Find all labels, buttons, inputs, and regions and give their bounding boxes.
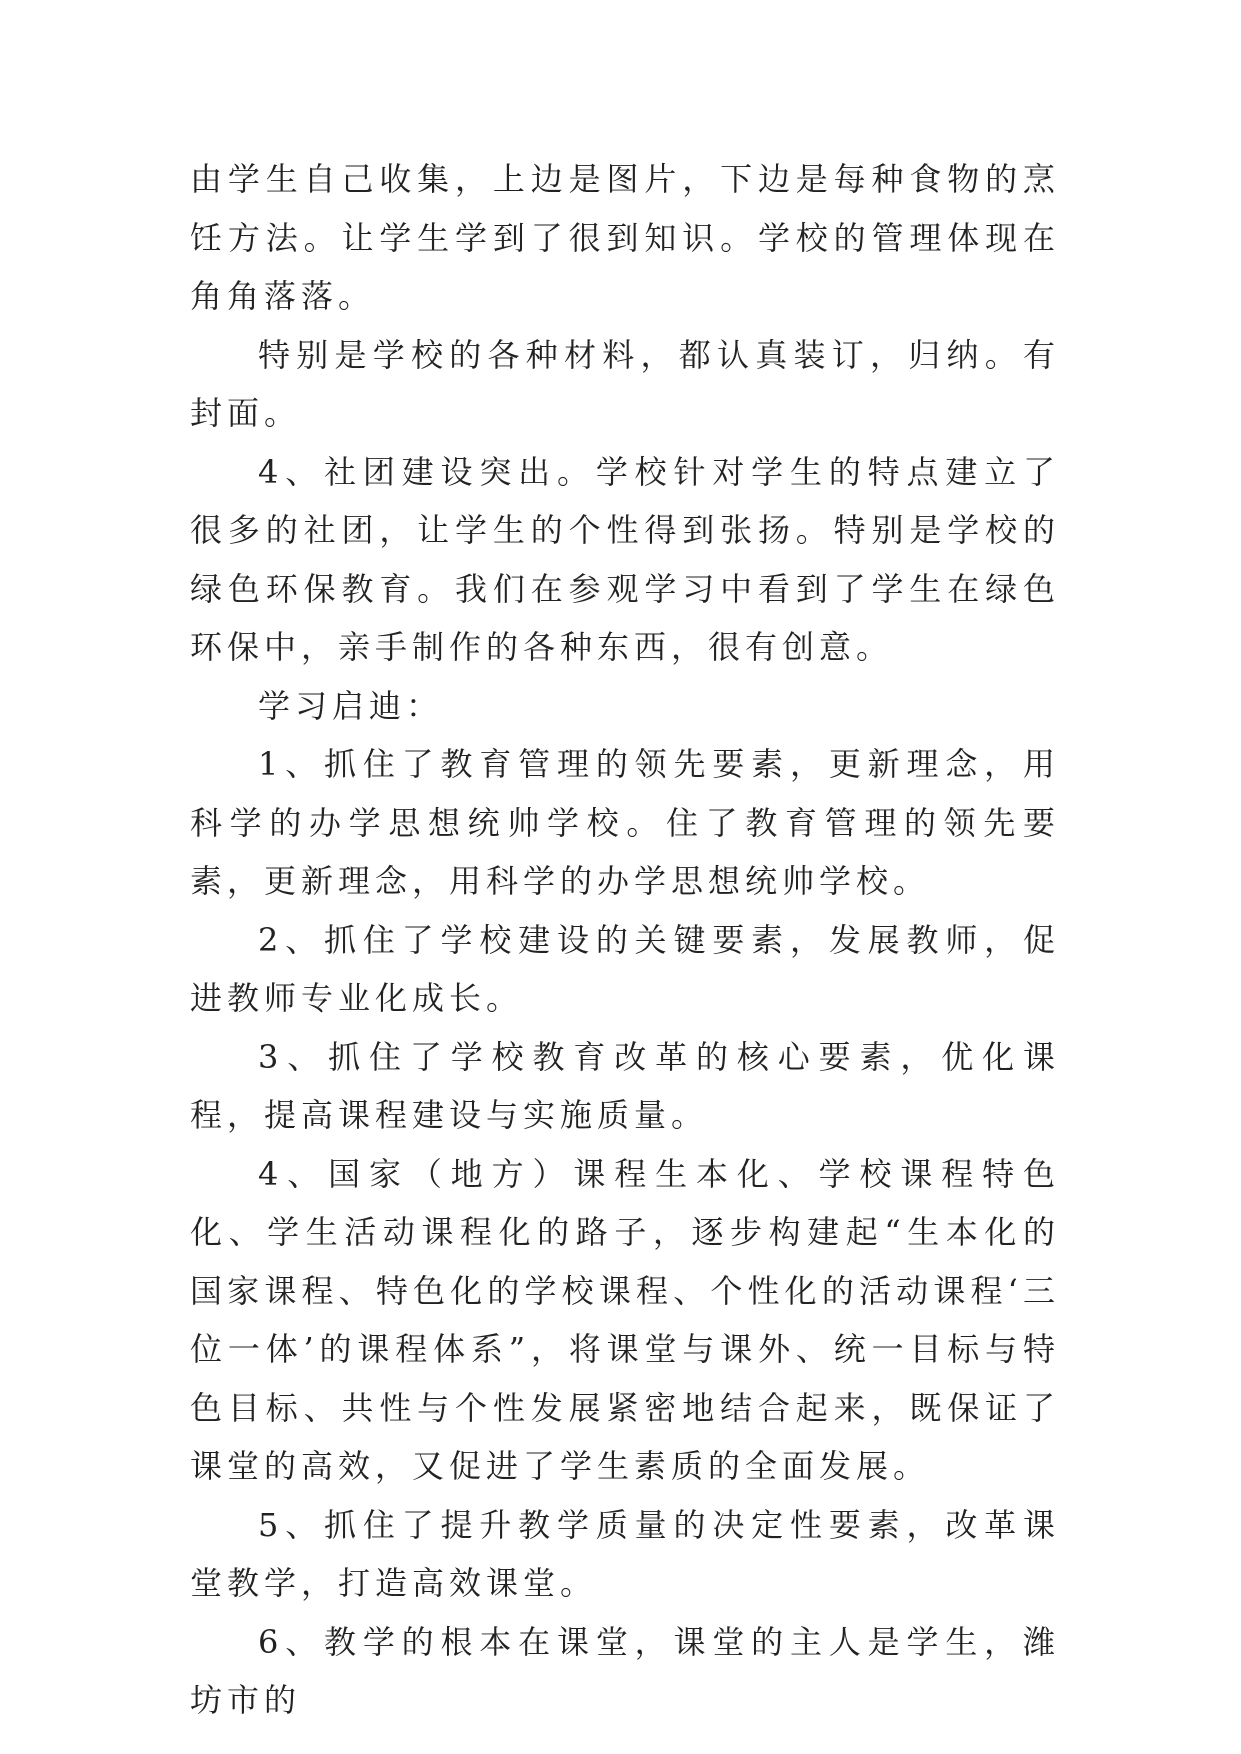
paragraph-clubs: 4、社团建设突出。学校针对学生的特点建立了很多的社团，让学生的个性得到张扬。特别是学校的绿色环保教育。我们在参观学习中看到了学生在绿色环保中，亲手制作的各种东西，很有创意。 [190,452,1060,666]
paragraph-materials: 特别是学校的各种材料，都认真装订，归纳。有封面。 [190,335,1060,432]
paragraph-point-4: 4、国家（地方）课程生本化、学校课程特色化、学生活动课程化的路子，逐步构建起“生本化的国家课程、特色化的学校课程、个性化的活动课程‘三位一体’的课程体系”，将课堂与课外、统一目标与特色目标、共性与个性发展紧密地结合起来，既保证了课堂的高效，又促进了学生素质的全面发展。 [190,1154,1060,1485]
section-heading-learning-insights: 学习启迪： [258,686,444,725]
paragraph-point-3: 3、抓住了学校教育改革的核心要素，优化课程，提高课程建设与实施质量。 [190,1037,1060,1134]
paragraph-point-5: 5、抓住了提升教学质量的决定性要素，改革课堂教学，打造高效课堂。 [190,1505,1060,1602]
paragraph-point-1: 1、抓住了教育管理的领先要素，更新理念，用科学的办学思想统帅学校。住了教育管理的领先要素，更新理念，用科学的办学思想统帅学校。 [190,745,1060,900]
paragraph-point-2: 2、抓住了学校建设的关键要素，发展教师，促进教师专业化成长。 [190,920,1060,1017]
document-page [190,150,1060,1730]
paragraph-point-6: 6、教学的根本在课堂，课堂的主人是学生，潍坊市的 [190,1622,1060,1719]
paragraph-intro-continued: 由学生自己收集，上边是图片，下边是每种食物的烹饪方法。让学生学到了很到知识。学校的管理体现在角角落落。 [190,160,1060,315]
